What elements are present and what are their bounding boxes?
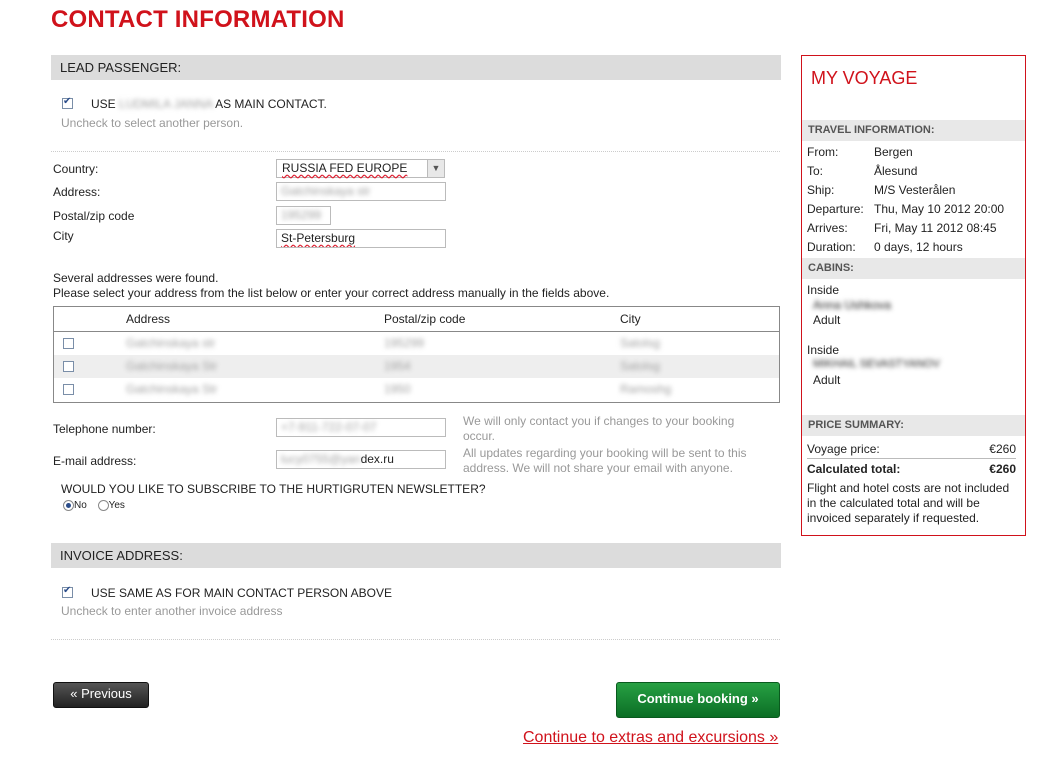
- row-address: Gatchinskaya str: [126, 336, 216, 350]
- postal-value: 195299: [281, 208, 322, 222]
- travel-ship-label: Ship:: [807, 183, 835, 197]
- address-lookup-message: [53, 271, 609, 301]
- use-main-contact-checkbox[interactable]: [62, 98, 73, 112]
- cabin-2-type: Inside: [807, 343, 840, 357]
- table-row[interactable]: [54, 332, 779, 355]
- uncheck-hint: Uncheck to select another person.: [61, 116, 244, 130]
- row-city: Satolsg: [620, 336, 661, 350]
- travel-from-value: Bergen: [874, 145, 913, 159]
- travel-ship-value: M/S Vesterålen: [874, 183, 956, 197]
- voyage-price-label: Voyage price:: [807, 442, 880, 456]
- row-postal: 1954: [384, 359, 411, 373]
- chevron-down-icon: ▼: [427, 160, 444, 177]
- cabins-header: CABINS:: [802, 258, 1025, 279]
- invoice-uncheck-hint: Uncheck to enter another invoice address: [61, 604, 283, 618]
- voyage-title: MY VOYAGE: [811, 68, 918, 88]
- column-city: City: [620, 312, 641, 326]
- row-checkbox[interactable]: [63, 384, 74, 395]
- column-postal: Postal/zip code: [384, 312, 466, 326]
- newsletter-question: WOULD YOU LIKE TO SUBSCRIBE TO THE HURTIGRUTEN NEWSLETTER?: [61, 482, 486, 496]
- divider: [51, 151, 780, 152]
- postal-label: Postal/zip code: [53, 209, 135, 223]
- column-address: Address: [126, 312, 171, 326]
- travel-departure-value: Thu, May 10 2012 20:00: [874, 202, 1005, 216]
- total-value: €260: [989, 462, 1016, 476]
- row-address: Gatchinskaya Str: [126, 359, 218, 373]
- newsletter-options: [63, 500, 125, 511]
- row-city: Satolsg: [620, 359, 661, 373]
- table-header: [54, 307, 779, 332]
- previous-button[interactable]: « Previous: [53, 682, 149, 708]
- invoice-address-header: INVOICE ADDRESS:: [51, 543, 781, 568]
- newsletter-yes-radio[interactable]: [98, 500, 109, 511]
- price-divider: [807, 458, 1016, 459]
- use-main-contact-label: [91, 97, 327, 111]
- table-row[interactable]: [54, 355, 779, 378]
- found-line-2: Please select your address from the list below or enter your correct address manually in the fields above.: [53, 286, 610, 300]
- found-line-1: Several addresses were found.: [53, 271, 219, 285]
- newsletter-yes-label: Yes: [108, 500, 125, 512]
- newsletter-no-radio[interactable]: [63, 500, 74, 511]
- phone-label: Telephone number:: [53, 422, 156, 436]
- travel-departure-label: Departure:: [807, 202, 864, 216]
- address-value: Gatchinskaya str: [281, 184, 371, 198]
- voyage-price-value: €260: [989, 442, 1016, 456]
- country-select[interactable]: [276, 159, 445, 178]
- same-as-contact-label: USE SAME AS FOR MAIN CONTACT PERSON ABOVE: [91, 586, 392, 600]
- continue-booking-button[interactable]: Continue booking »: [616, 682, 780, 718]
- postal-input[interactable]: [276, 206, 331, 225]
- email-label: E-mail address:: [53, 454, 137, 468]
- row-city: Ramoshg: [620, 382, 672, 396]
- phone-input[interactable]: [276, 418, 446, 437]
- checkbox-checked-icon: [62, 98, 73, 109]
- travel-from-label: From:: [807, 145, 839, 159]
- address-input[interactable]: [276, 182, 446, 201]
- table-row[interactable]: [54, 378, 779, 401]
- email-hidden-part: lucy0755@yan: [281, 452, 361, 466]
- total-label: Calculated total:: [807, 462, 901, 476]
- country-label: Country:: [53, 162, 99, 176]
- email-input[interactable]: [276, 450, 446, 469]
- cabin-2-category: Adult: [813, 373, 841, 387]
- phone-value: +7-911-722-07-07: [281, 420, 377, 434]
- lead-passenger-name: LUDMILA JANNA: [119, 97, 213, 111]
- cabin-1-passenger: Anna Ushkova: [813, 298, 892, 312]
- lead-passenger-header: LEAD PASSENGER:: [51, 55, 781, 80]
- row-postal: 195299: [384, 336, 425, 350]
- checkbox-checked-icon: [62, 587, 73, 598]
- email-hint: All updates regarding your booking will be sent to this address. We will not share your email with anyone.: [463, 446, 747, 475]
- address-results-table: [53, 306, 780, 403]
- country-value: RUSSIA FED EUROPE: [282, 161, 408, 175]
- newsletter-no-label: No: [74, 500, 87, 512]
- email-visible-part: dex.ru: [360, 452, 394, 466]
- price-summary-header: PRICE SUMMARY:: [802, 415, 1025, 436]
- use-prefix: USE: [91, 97, 116, 111]
- travel-to-value: Ålesund: [874, 164, 918, 178]
- cabin-2-passenger: MIKHAIL SEVASTYANOV: [813, 358, 940, 370]
- travel-duration-value: 0 days, 12 hours: [874, 240, 963, 254]
- row-address: Gatchinskaya Str: [126, 382, 218, 396]
- extras-excursions-link[interactable]: Continue to extras and excursions »: [523, 729, 779, 746]
- page-title: CONTACT INFORMATION: [51, 6, 345, 33]
- city-input[interactable]: [276, 229, 446, 248]
- row-checkbox[interactable]: [63, 361, 74, 372]
- travel-arrives-value: Fri, May 11 2012 08:45: [874, 221, 997, 235]
- address-label: Address:: [53, 185, 101, 199]
- travel-arrives-label: Arrives:: [807, 221, 848, 235]
- cabin-1-category: Adult: [813, 313, 841, 327]
- row-postal: 1950: [384, 382, 411, 396]
- city-label: City: [53, 229, 74, 243]
- city-value: St-Petersburg: [281, 231, 356, 245]
- price-note: Flight and hotel costs are not included in the calculated total and will be invoiced separately if requested.: [807, 481, 1010, 525]
- phone-hint: We will only contact you if changes to your booking occur.: [463, 414, 735, 443]
- cabin-1-type: Inside: [807, 283, 840, 297]
- travel-to-label: To:: [807, 164, 824, 178]
- row-checkbox[interactable]: [63, 338, 74, 349]
- travel-duration-label: Duration:: [807, 240, 856, 254]
- same-as-contact-checkbox[interactable]: [62, 587, 73, 601]
- divider: [51, 639, 780, 640]
- travel-info-header: TRAVEL INFORMATION:: [802, 120, 1025, 141]
- my-voyage-panel: [801, 55, 1026, 536]
- use-suffix: AS MAIN CONTACT.: [215, 97, 327, 111]
